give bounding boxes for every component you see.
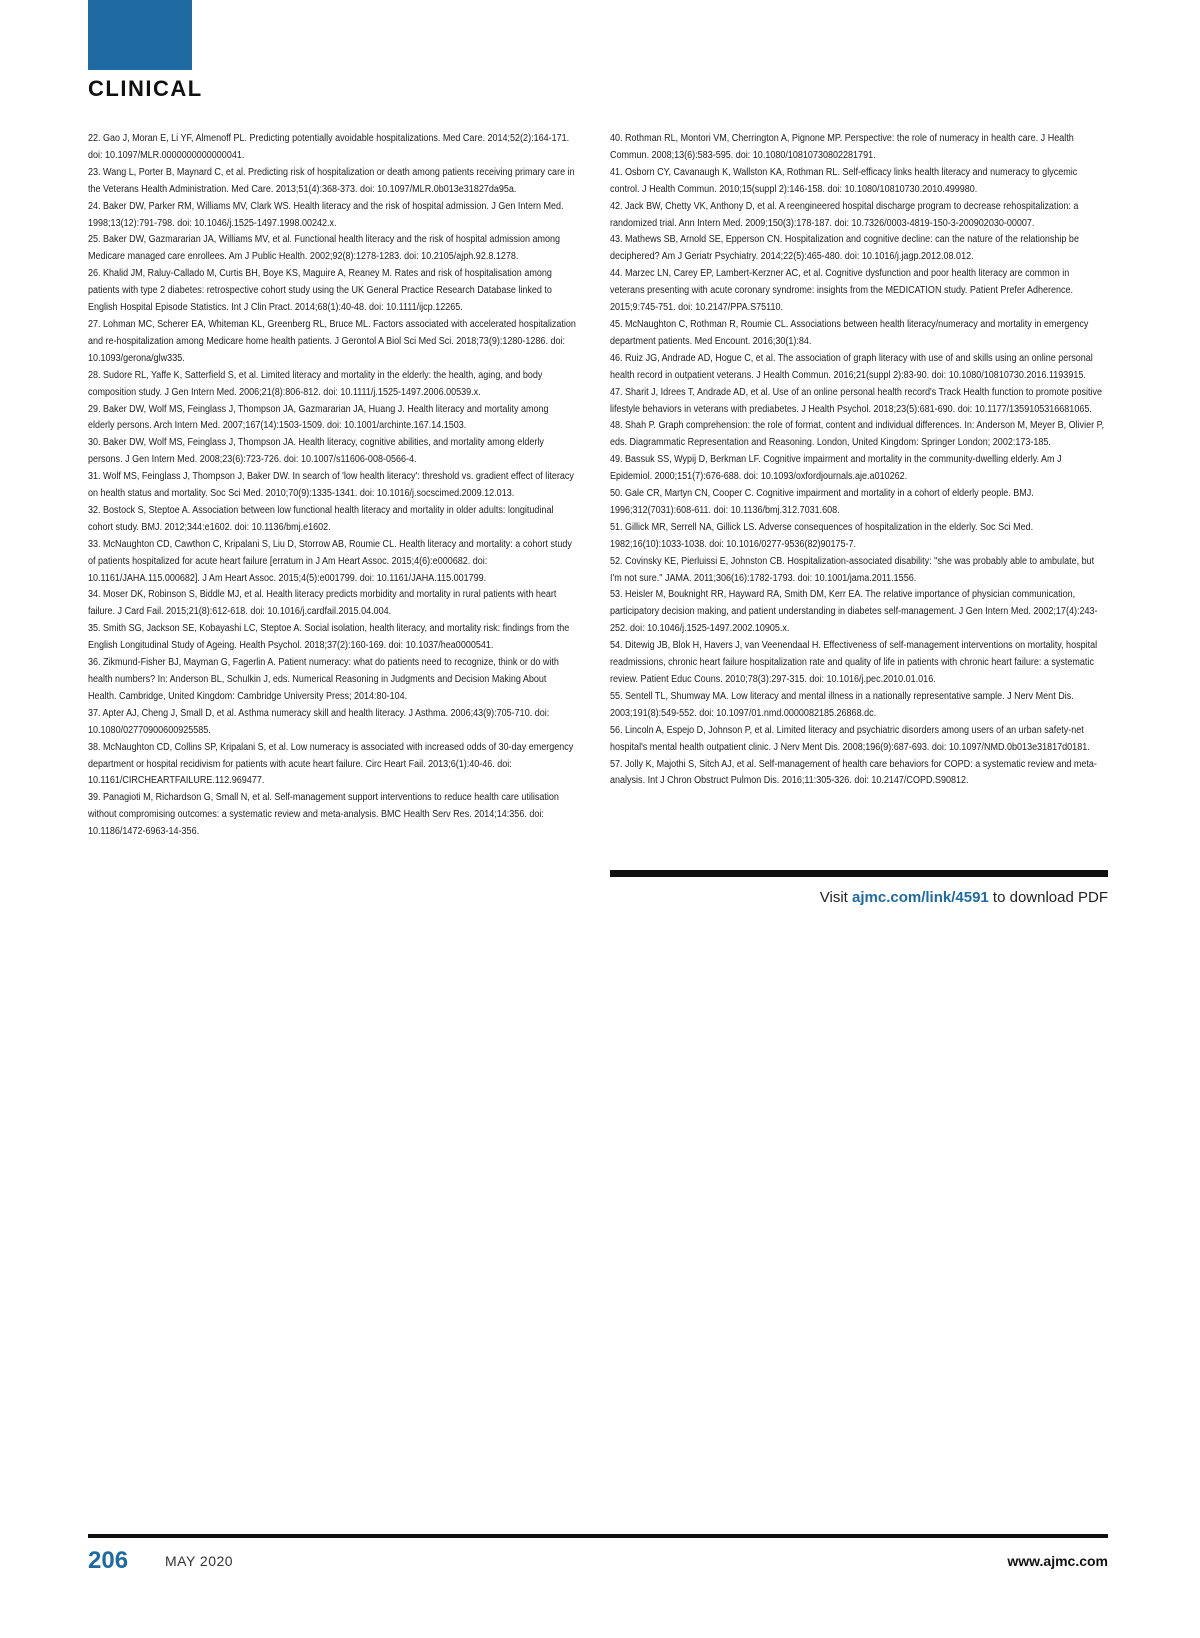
reference-40: 40. Rothman RL, Montori VM, Cherrington A, Pignone MP. Perspective: the role of numeracy in health care. J Health Commun. 2008;13(6):583-595. doi: 10.1080/10810730802281791.	[610, 133, 1074, 161]
reference-31: 31. Wolf MS, Feinglass J, Thompson J, Baker DW. In search of 'low health literacy': threshold vs. gradient effect of literacy on health status and mortality. Soc Sci Med. 2010;70(9):1335-1341. doi: 10.1016/j.socscimed.2009.12.013.	[88, 471, 574, 500]
download-divider	[610, 870, 1108, 877]
reference-46: 46. Ruiz JG, Andrade AD, Hogue C, et al. The association of graph literacy with use of and skills using an online personal health record in outpatient veterans. J Health Commun. 2016;21(suppl 2):83-90. doi: 10.1080/10810730.2016.1193915.	[610, 352, 1093, 381]
reference-54: 54. Ditewig JB, Blok H, Havers J, van Veenendaal H. Effectiveness of self-management interventions on mortality, hospital readmissions, chronic heart failure hospitalization rate and quality of life in patients with chronic heart failure: a systematic review. Patient Educ Couns. 2010;78(3):297-315. doi: 10.1016/j.pec.2010.01.016.	[610, 640, 1098, 685]
download-prefix: Visit	[819, 889, 853, 906]
reference-42: 42. Jack BW, Chetty VK, Anthony D, et al. A reengineered hospital discharge program to decrease rehospitalization: a randomized trial. Ann Intern Med. 2009;150(3):178-187. doi: 10.7326/0003-4819-150-3-200902030-00007.	[610, 200, 1079, 229]
issue-date: MAY 2020	[165, 1553, 234, 1569]
reference-37: 37. Apter AJ, Cheng J, Small D, et al. Asthma numeracy skill and health literacy. J Asthma. 2006;43(9):705-710. doi: 10.1080/02770900600925585.	[88, 707, 550, 736]
reference-53: 53. Heisler M, Bouknight RR, Hayward RA, Smith DM, Kerr EA. The relative importance of physician communication, participatory decision making, and patient understanding in diabetes self-management. J Gen Intern Med. 2002;17(4):243-252. doi: 10.1046/j.1525-1497.2002.10905.x.	[610, 589, 1098, 635]
reference-32: 32. Bostock S, Steptoe A. Association between low functional health literacy and mortality in older adults: longitudinal cohort study. BMJ. 2012;344:e1602. doi: 10.1136/bmj.e1602.	[88, 504, 554, 533]
reference-29: 29. Baker DW, Wolf MS, Feinglass J, Thompson JA, Gazmararian JA, Huang J. Health literacy and mortality among elderly persons. Arch Intern Med. 2007;167(14):1503-1509. doi: 10.1001/archinte.167.14.1503.	[88, 403, 549, 432]
reference-49: 49. Bassuk SS, Wypij D, Berkman LF. Cognitive impairment and mortality in the community-dwelling elderly. Am J Epidemiol. 2000;151(7):676-688. doi: 10.1093/oxfordjournals.aje.a010262.	[610, 454, 1062, 483]
section-color-block	[88, 0, 192, 70]
footer-divider	[88, 1534, 1108, 1538]
references-column-right	[610, 131, 1108, 790]
references-column-left	[88, 131, 580, 841]
section-label: CLINICAL	[88, 76, 203, 101]
reference-43: 43. Mathews SB, Arnold SE, Epperson CN. Hospitalization and cognitive decline: can the nature of the relationship be deciphered? Am J Geriatr Psychiatry. 2014;22(5):465-480. doi: 10.1016/j.jagp.2012.08.012.	[610, 234, 1079, 263]
reference-48: 48. Shah P. Graph comprehension: the role of format, content and individual differences. In: Anderson M, Meyer B, Olivier P, eds. Diagrammatic Representation and Reasoning. London, United Kingdom: Springer London; 2002:173-185.	[610, 420, 1104, 449]
download-notice	[610, 889, 1108, 906]
reference-45: 45. McNaughton C, Rothman R, Roumie CL. Associations between health literacy/numeracy and mortality in emergency department patients. Med Encount. 2016;30(1):84.	[610, 318, 1089, 347]
reference-27: 27. Lohman MC, Scherer EA, Whiteman KL, Greenberg RL, Bruce ML. Factors associated with accelerated hospitalization and re-hospitalization among Medicare home health patients. J Gerontol A Biol Sci Med Sci. 2018;73(9):1280-1286. doi: 10.1093/gerona/glw335.	[88, 318, 576, 364]
reference-30: 30. Baker DW, Wolf MS, Feinglass J, Thompson JA. Health literacy, cognitive abilities, and mortality among elderly persons. J Gen Intern Med. 2008;23(6):723-726. doi: 10.1007/s11606-008-0566-4.	[88, 437, 544, 466]
reference-50: 50. Gale CR, Martyn CN, Cooper C. Cognitive impairment and mortality in a cohort of elderly people. BMJ. 1996;312(7031):608-611. doi: 10.1136/bmj.312.7031.608.	[610, 488, 1034, 516]
reference-22: 22. Gao J, Moran E, Li YF, Almenoff PL. Predicting potentially avoidable hospitalizations. Med Care. 2014;52(2):164-171. doi: 10.1097/MLR.0000000000000041.	[88, 133, 570, 161]
reference-33: 33. McNaughton CD, Cawthon C, Kripalani S, Liu D, Storrow AB, Roumie CL. Health literacy and mortality: a cohort study of patients hospitalized for acute heart failure [erratum in J Am Heart Assoc. 2015;4(6):e000682. doi: 10.1161/JAHA.115.000682]. J Am Heart Assoc. 2015;4(5):e001799. doi: 10.1161/JAHA.115.001799.	[88, 538, 572, 584]
reference-35: 35. Smith SG, Jackson SE, Kobayashi LC, Steptoe A. Social isolation, health literacy, and mortality risk: findings from the English Longitudinal Study of Ageing. Health Psychol. 2018;37(2):160-169. doi: 10.1037/hea0000541.	[88, 623, 570, 652]
download-suffix: to download PDF	[988, 889, 1108, 906]
reference-51: 51. Gillick MR, Serrell NA, Gillick LS. Adverse consequences of hospitalization in the elderly. Soc Sci Med. 1982;16(10):1033-1038. doi: 10.1016/0277-9536(82)90175-7.	[610, 521, 1034, 550]
reference-28: 28. Sudore RL, Yaffe K, Satterfield S, et al. Limited literacy and mortality in the elderly: the health, aging, and body composition study. J Gen Intern Med. 2006;21(8):806-812. doi: 10.1111/j.1525-1497.2006.00539.x.	[88, 369, 543, 398]
site-url[interactable]: www.ajmc.com	[1007, 1553, 1108, 1569]
reference-44: 44. Marzec LN, Carey EP, Lambert-Kerzner AC, et al. Cognitive dysfunction and poor health literacy are common in veterans presenting with acute coronary syndrome: insights from the MEDICATION study. Patient Prefer Adherence. 2015;9:745-751. doi: 10.2147/PPA.S75110.	[610, 268, 1074, 314]
reference-47: 47. Sharit J, Idrees T, Andrade AD, et al. Use of an online personal health record's Track Health function to promote positive lifestyle behaviors in veterans with prediabetes. J Health Psychol. 2018;23(5):681-690. doi: 10.1177/1359105316681065.	[610, 386, 1103, 415]
reference-34: 34. Moser DK, Robinson S, Biddle MJ, et al. Health literacy predicts morbidity and mortality in rural patients with heart failure. J Card Fail. 2015;21(8):612-618. doi: 10.1016/j.cardfail.2015.04.004.	[88, 589, 557, 618]
reference-57: 57. Jolly K, Majothi S, Sitch AJ, et al. Self-management of health care behaviors for COPD: a systematic review and meta-analysis. Int J Chron Obstruct Pulmon Dis. 2016;11:305-326. doi: 10.2147/COPD.S90812.	[610, 758, 1097, 787]
reference-39: 39. Panagioti M, Richardson G, Small N, et al. Self-management support interventions to reduce health care utilisation without compromising outcomes: a systematic review and meta-analysis. BMC Health Serv Res. 2014;14:356. doi: 10.1186/1472-6963-14-356.	[88, 792, 559, 838]
reference-56: 56. Lincoln A, Espejo D, Johnson P, et al. Limited literacy and psychiatric disorders among users of an urban safety-net hospital's mental health outpatient clinic. J Nerv Ment Dis. 2008;196(9):687-693. doi: 10.1097/NMD.0b013e31817d0181.	[610, 724, 1090, 753]
page-number: 206	[88, 1547, 129, 1574]
reference-25: 25. Baker DW, Gazmararian JA, Williams MV, et al. Functional health literacy and the risk of hospital admission among Medicare managed care enrollees. Am J Public Health. 2002;92(8):1278-1283. doi: 10.2105/ajph.92.8.1278.	[88, 234, 561, 263]
reference-41: 41. Osborn CY, Cavanaugh K, Wallston KA, Rothman RL. Self-efficacy links health literacy and numeracy to glycemic control. J Health Commun. 2010;15(suppl 2):146-158. doi: 10.1080/10810730.2010.499980.	[610, 166, 1078, 195]
download-link[interactable]: ajmc.com/link/4591	[852, 889, 989, 906]
reference-36: 36. Zikmund-Fisher BJ, Mayman G, Fagerlin A. Patient numeracy: what do patients need to recognize, think or do with health numbers? In: Anderson BL, Schulkin J, eds. Numerical Reasoning in Judgments and Decision Making About Health. Cambridge, United Kingdom: Cambridge University Press; 2014:80-104.	[88, 657, 559, 702]
reference-26: 26. Khalid JM, Raluy-Callado M, Curtis BH, Boye KS, Maguire A, Reaney M. Rates and risk of hospitalisation among patients with type 2 diabetes: retrospective cohort study using the UK General Practice Research Database linked to English Hospital Episode Statistics. Int J Clin Pract. 2014;68(1):40-48. doi: 10.1111/ijcp.12265.	[88, 268, 552, 314]
reference-52: 52. Covinsky KE, Pierluissi E, Johnston CB. Hospitalization-associated disability: "she was probably able to ambulate, but I'm not sure." JAMA. 2011;306(16):1782-1793. doi: 10.1001/jama.2011.1556.	[610, 555, 1095, 584]
reference-23: 23. Wang L, Porter B, Maynard C, et al. Predicting risk of hospitalization or death among patients receiving primary care in the Veterans Health Administration. Med Care. 2013;51(4):368-373. doi: 10.1097/MLR.0b013e31827da95a.	[88, 166, 575, 195]
reference-24: 24. Baker DW, Parker RM, Williams MV, Clark WS. Health literacy and the risk of hospital admission. J Gen Intern Med. 1998;13(12):791-798. doi: 10.1046/j.1525-1497.1998.00242.x.	[88, 200, 564, 229]
reference-38: 38. McNaughton CD, Collins SP, Kripalani S, et al. Low numeracy is associated with increased odds of 30-day emergency department or hospital recidivism for patients with acute heart failure. Circ Heart Fail. 2013;6(1):40-46. doi: 10.1161/CIRCHEARTFAILURE.112.969477.	[88, 741, 574, 787]
reference-55: 55. Sentell TL, Shumway MA. Low literacy and mental illness in a nationally representative sample. J Nerv Ment Dis. 2003;191(8):549-552. doi: 10.1097/01.nmd.0000082185.26868.dc.	[610, 690, 1074, 719]
